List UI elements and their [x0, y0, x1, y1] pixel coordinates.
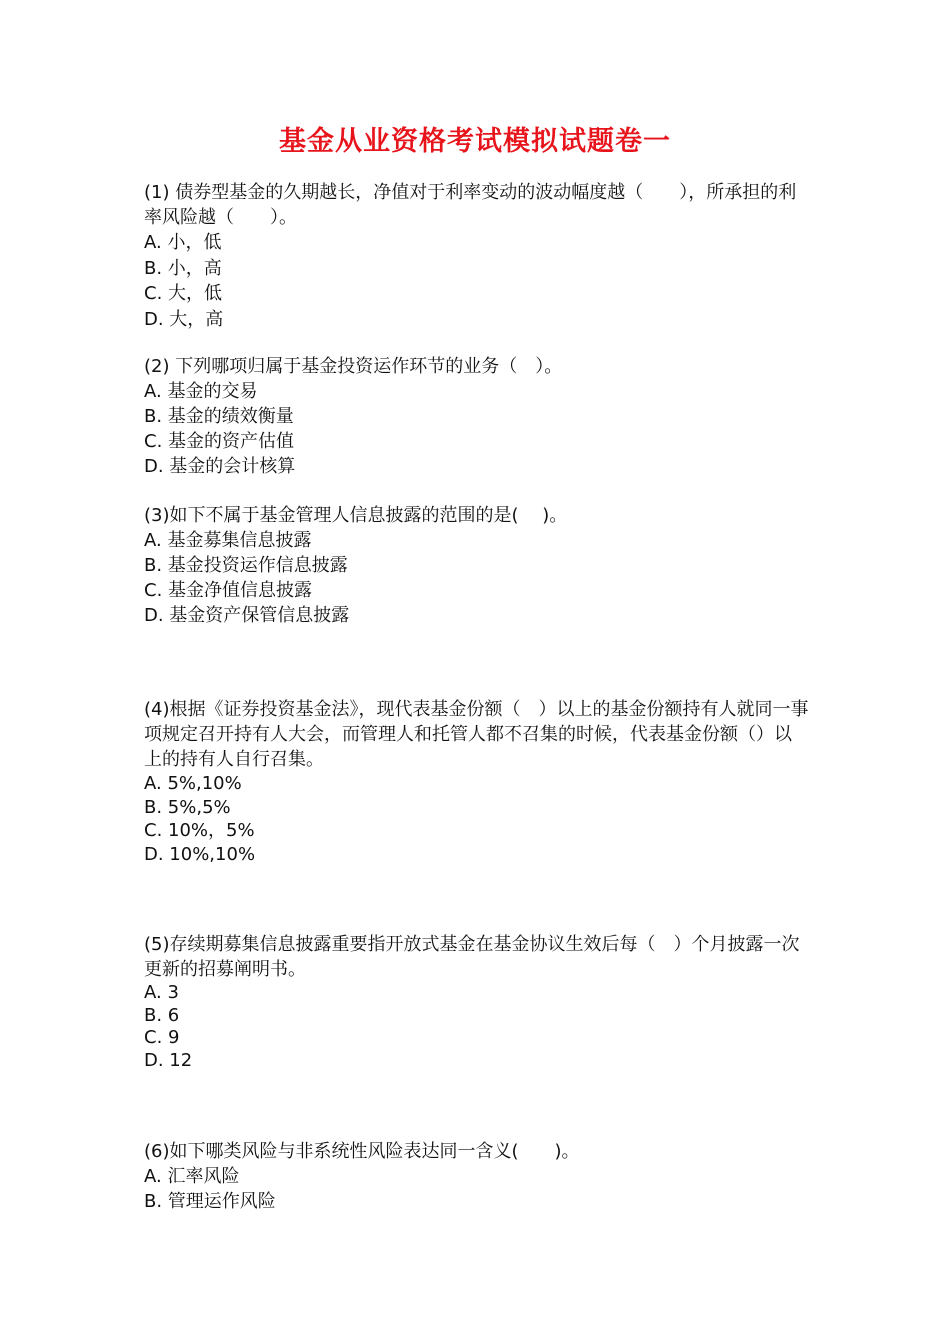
- option-c: C. 9: [144, 1027, 180, 1048]
- option-list: [144, 772, 809, 866]
- question-text: (3)如下不属于基金管理人信息披露的范围的是( )。: [144, 505, 568, 526]
- option-list: [144, 1164, 809, 1214]
- option-c: C. 10%，5%: [144, 820, 255, 841]
- question-4: [144, 697, 809, 866]
- option-d: D. 10%,10%: [144, 843, 256, 865]
- option-a: A. 基金的交易: [144, 381, 258, 402]
- option-list: [144, 982, 809, 1072]
- question-6: [144, 1139, 809, 1214]
- question-5: [144, 932, 809, 1072]
- option-b: B. 小，高: [144, 257, 222, 279]
- option-d: D. 基金的会计核算: [144, 456, 296, 477]
- option-b: B. 管理运作风险: [144, 1191, 276, 1212]
- question-2: [144, 354, 809, 479]
- option-a: A. 汇率风险: [144, 1166, 240, 1187]
- option-c: C. 基金净值信息披露: [144, 580, 313, 601]
- question-text: (5)存续期募集信息披露重要指开放式基金在基金协议生效后每（ ）个月披露一次更新的招募阐明书。: [144, 934, 800, 980]
- question-text: (1) 债券型基金的久期越长，净值对于利率变动的波动幅度越（ ），所承担的利率风险越（ ）。: [144, 182, 797, 228]
- option-a: A. 基金募集信息披露: [144, 530, 312, 551]
- option-b: B. 基金的绩效衡量: [144, 406, 294, 427]
- option-b: B. 6: [144, 1004, 180, 1026]
- option-a: A. 小，低: [144, 232, 222, 253]
- question-text: (6)如下哪类风险与非系统性风险表达同一含义( )。: [144, 1141, 580, 1162]
- document-title: 基金从业资格考试模拟试题卷一: [279, 126, 671, 157]
- option-d: D. 12: [144, 1049, 193, 1071]
- option-d: D. 基金资产保管信息披露: [144, 605, 350, 626]
- question-text: (4)根据《证券投资基金法》，现代表基金份额（ ）以上的基金份额持有人就同一事项规定召开持有人大会，而管理人和托管人都不召集的时候，代表基金份额（）以上的持有人自行召集。: [144, 699, 809, 770]
- option-d: D. 大，高: [144, 308, 224, 330]
- option-a: A. 5%,10%: [144, 773, 242, 794]
- option-list: [144, 528, 809, 628]
- option-c: C. 基金的资产估值: [144, 431, 295, 452]
- question-3: [144, 503, 809, 628]
- option-c: C. 大，低: [144, 283, 223, 304]
- option-list: [144, 379, 809, 479]
- option-b: B. 基金投资运作信息披露: [144, 555, 348, 576]
- option-b: B. 5%,5%: [144, 796, 231, 818]
- question-text: (2) 下列哪项归属于基金投资运作环节的业务（ ）。: [144, 356, 563, 377]
- option-a: A. 3: [144, 982, 179, 1003]
- option-list: [144, 230, 809, 332]
- question-1: [144, 180, 809, 332]
